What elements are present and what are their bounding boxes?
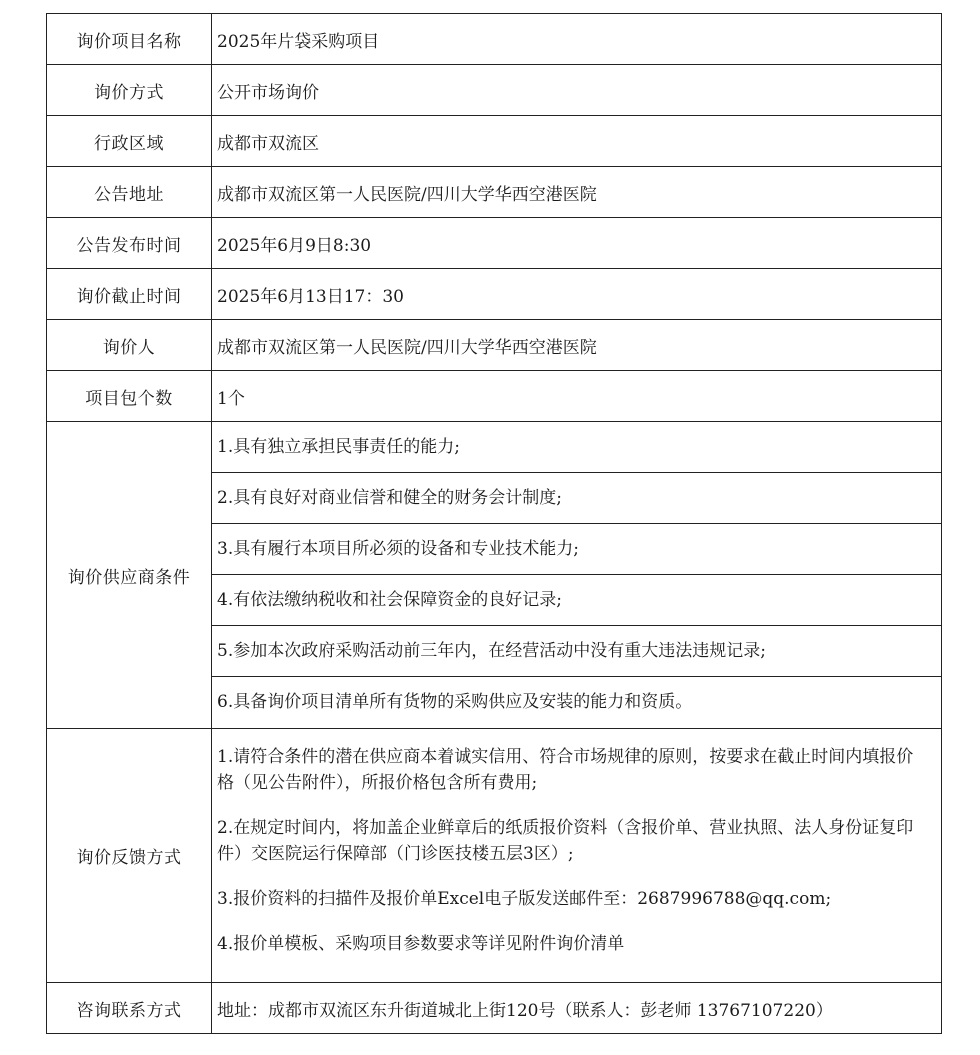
condition-item: 6.具备询价项目清单所有货物的采购供应及安装的能力和资质。 — [217, 692, 693, 712]
row-region — [47, 116, 942, 167]
row-value: 成都市双流区第一人民医院/四川大学华西空港医院 — [212, 320, 942, 371]
row-feedback-method — [47, 729, 942, 983]
row-deadline — [47, 269, 942, 320]
row-label: 询价供应商条件 — [47, 422, 212, 729]
conditions-list — [212, 422, 942, 729]
row-value: 2025年片袋采购项目 — [212, 14, 942, 65]
row-label: 公告地址 — [47, 167, 212, 218]
row-label: 询价人 — [47, 320, 212, 371]
row-label: 行政区域 — [47, 116, 212, 167]
row-label: 询价项目名称 — [47, 14, 212, 65]
row-project-name — [47, 14, 942, 65]
row-supplier-conditions — [47, 422, 942, 729]
condition-item: 2.具有良好对商业信誉和健全的财务会计制度; — [212, 473, 941, 524]
condition-item: 1.具有独立承担民事责任的能力; — [212, 422, 941, 473]
feedback-item: 2.在规定时间内，将加盖企业鲜章后的纸质报价资料（含报价单、营业执照、法人身份证复印件）交医院运行保障部（门诊医技楼五层3区）; — [217, 818, 914, 864]
row-value: 地址：成都市双流区东升街道城北上街120号（联系人：彭老师 13767107220） — [212, 983, 942, 1034]
feedback-item: 3.报价资料的扫描件及报价单Excel电子版发送邮件至：2687996788@qq.com; — [217, 889, 832, 909]
row-label: 项目包个数 — [47, 371, 212, 422]
row-contact — [47, 983, 942, 1034]
row-label: 询价截止时间 — [47, 269, 212, 320]
row-label: 咨询联系方式 — [47, 983, 212, 1034]
row-value: 2025年6月9日8:30 — [212, 218, 942, 269]
feedback-item: 4.报价单模板、采购项目参数要求等详见附件询价清单 — [217, 934, 625, 954]
row-value: 公开市场询价 — [212, 65, 942, 116]
row-label: 公告发布时间 — [47, 218, 212, 269]
row-publish-time — [47, 218, 942, 269]
row-label: 询价反馈方式 — [47, 729, 212, 983]
condition-item: 4.有依法缴纳税收和社会保障资金的良好记录; — [212, 575, 941, 626]
row-package-count — [47, 371, 942, 422]
row-value: 成都市双流区第一人民医院/四川大学华西空港医院 — [212, 167, 942, 218]
row-value: 1个 — [212, 371, 942, 422]
feedback-item: 1.请符合条件的潜在供应商本着诚实信用、符合市场规律的原则，按要求在截止时间内填报价格（见公告附件），所报价格包含所有费用; — [217, 747, 914, 793]
row-notice-address — [47, 167, 942, 218]
row-value: 2025年6月13日17：30 — [212, 269, 942, 320]
row-label: 询价方式 — [47, 65, 212, 116]
condition-item: 3.具有履行本项目所必须的设备和专业技术能力; — [212, 524, 941, 575]
row-inquirer — [47, 320, 942, 371]
row-inquiry-method — [47, 65, 942, 116]
row-value: 成都市双流区 — [212, 116, 942, 167]
inquiry-info-table — [46, 13, 942, 1034]
feedback-list — [212, 729, 942, 983]
condition-item: 5.参加本次政府采购活动前三年内，在经营活动中没有重大违法违规记录; — [212, 626, 941, 677]
